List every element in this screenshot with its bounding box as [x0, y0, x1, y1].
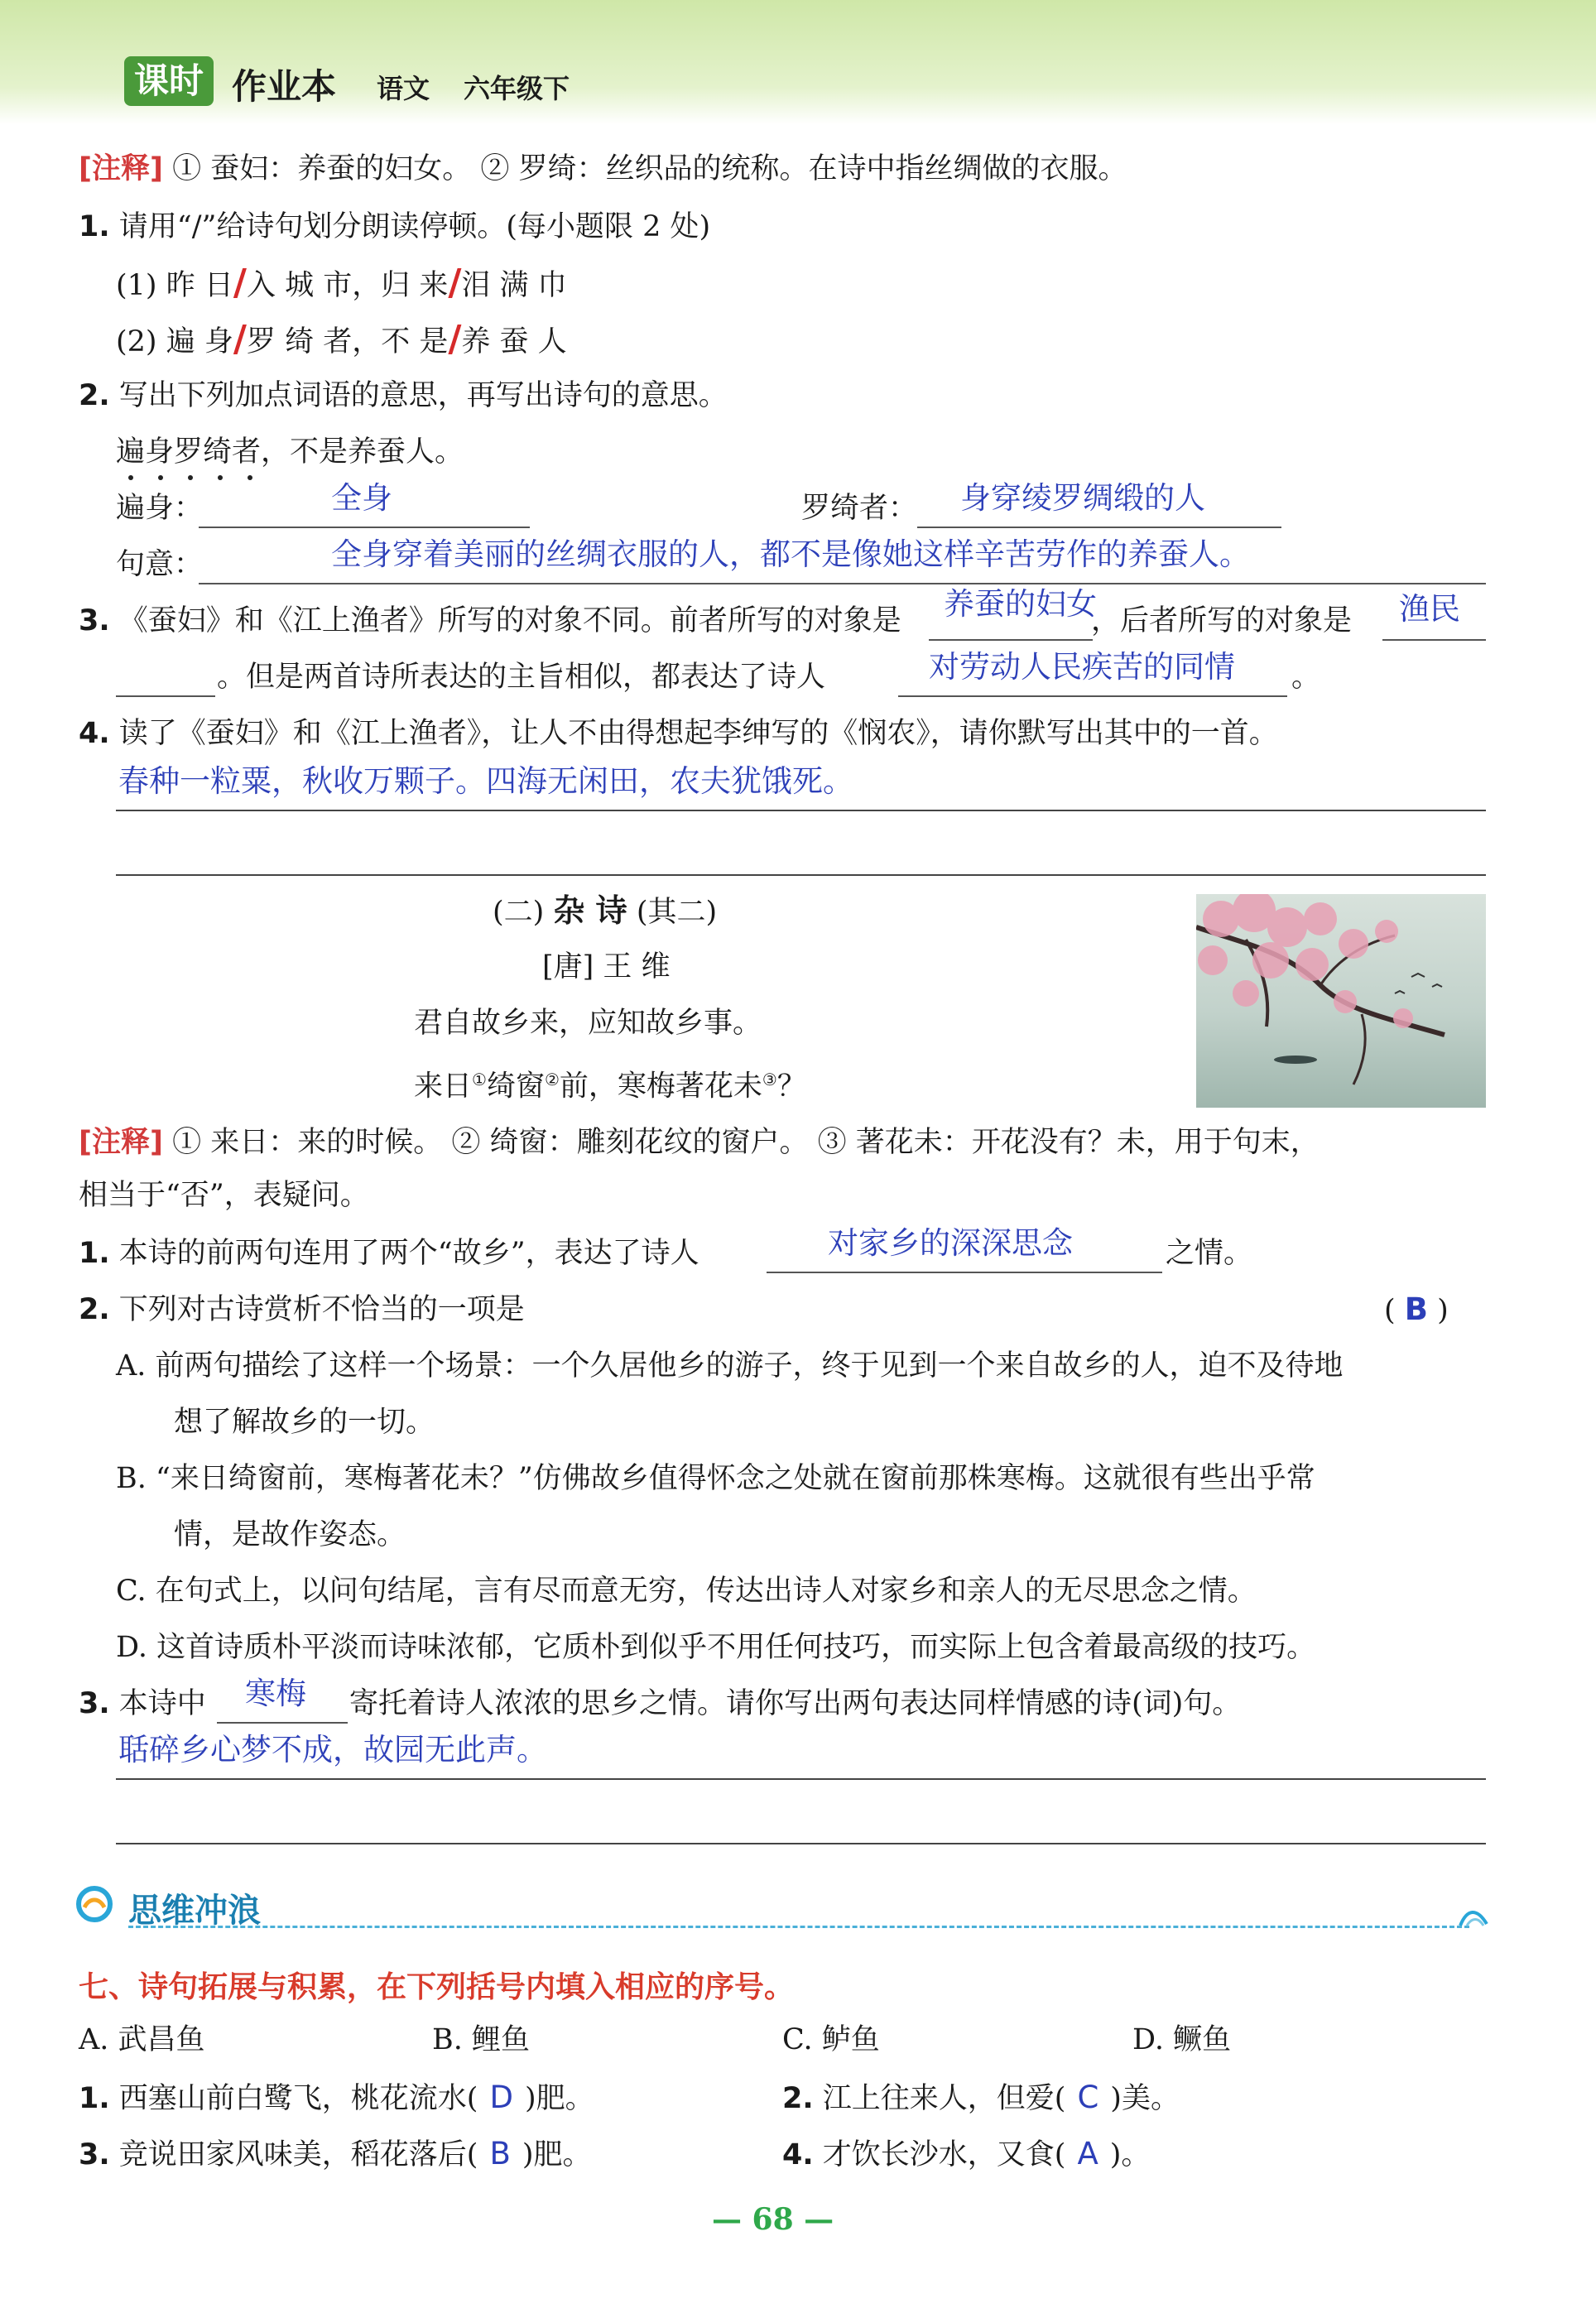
option-fish-b: B. 鲤鱼 — [432, 2023, 530, 2056]
p1-q4-prompt: 4. 读了《蚕妇》和《江上渔者》，让人不由得想起李绅写的《悯农》，请你默写出其中的一首。 — [79, 717, 1278, 750]
emphasis-dot — [188, 475, 193, 480]
book-title: 作业本 — [232, 66, 337, 107]
poem-verse-1: 君自故乡来，应知故乡事。 — [414, 1007, 762, 1040]
fill-item-2: 2. 江上往来人，但爱( C )美。 — [782, 2080, 1180, 2115]
answer-line — [199, 583, 1486, 584]
p1-q2-prompt: 2. 写出下列加点词语的意思，再写出诗句的意思。 — [79, 379, 728, 412]
label-luoqizhe: 罗绮者： — [801, 492, 918, 525]
section-title: 思维冲浪 — [128, 1892, 261, 1930]
note-tag-1: [注释] ① 蚕妇：养蚕的妇女。 ② 罗绮：丝织品的统称。在诗中指丝绸做的衣服。 — [79, 152, 1127, 185]
note-text-2: ① 来日：来的时候。 ② 绮窗：雕刻花纹的窗户。 ③ 著花未：开花没有？未，用于句末， — [172, 1126, 1320, 1159]
answer-line — [116, 874, 1486, 876]
p1-q3-mid: ，后者所写的对象是 — [1091, 604, 1353, 637]
p1-q3-line2: 。但是两首诗所表达的主旨相似，都表达了诗人 — [217, 661, 826, 694]
option-a-cont: 想了解故乡的一切。 — [174, 1406, 435, 1439]
brand-logo: 课时 — [124, 56, 214, 106]
answer-line — [217, 1722, 348, 1724]
poem-author: [唐] 王 维 — [542, 950, 671, 983]
pause-slash: / — [448, 318, 462, 360]
answer-choice: B — [1404, 1291, 1428, 1327]
answer-bianshen: 全身 — [331, 480, 392, 516]
answer-verse: 聒碎乡心梦不成，故园无此声。 — [118, 1732, 547, 1767]
emphasis-dot — [218, 475, 223, 480]
pause-slash: / — [448, 262, 462, 304]
fill-answer-4: A — [1077, 2136, 1098, 2171]
p1-q2-verse: 遍身罗绮者，不是养蚕人。 — [116, 435, 464, 469]
plum-branch-icon — [1196, 894, 1486, 1108]
answer-symbol: 寒梅 — [245, 1676, 306, 1711]
answer-line — [917, 527, 1281, 528]
answer-line — [1382, 639, 1486, 641]
option-c: C. 在句式上，以问句结尾，言有尽而意无穷，传达出诗人对家乡和亲人的无尽思念之情。 — [116, 1575, 1257, 1608]
answer-subject-a: 养蚕的妇女 — [944, 586, 1097, 622]
answer-line — [116, 1843, 1486, 1844]
extension-question: 七、诗句拓展与积累，在下列括号内填入相应的序号。 — [79, 1970, 795, 2004]
section-divider — [128, 1926, 1469, 1928]
fill-item-3: 3. 竞说田家风味美，稻花落后( B )肥。 — [79, 2136, 592, 2171]
subject-label: 语文 — [377, 73, 430, 104]
answer-line — [929, 639, 1093, 641]
answer-juyi: 全身穿着美丽的丝绸衣服的人，都不是像她这样辛苦劳作的养蚕人。 — [331, 536, 1250, 572]
answer-luoqizhe: 身穿绫罗绸缎的人 — [960, 480, 1205, 516]
answer-minnong: 春种一粒粟，秋收万颗子。四海无闲田，农夫犹饿死。 — [118, 763, 853, 799]
p2-q3-prompt: 3. 本诗中 — [79, 1687, 206, 1720]
poem-title: (二) 杂 诗 (其二) — [493, 892, 718, 929]
answer-line — [898, 695, 1287, 697]
fill-answer-2: C — [1077, 2080, 1099, 2115]
page-number: — 68 — — [712, 2202, 834, 2237]
answer-subject-b: 渔民 — [1399, 591, 1460, 627]
emphasis-dot — [158, 475, 163, 480]
note-text-2b: 相当于“否”，表疑问。 — [79, 1179, 369, 1212]
option-fish-a: A. 武昌鱼 — [79, 2023, 205, 2056]
grade-label: 六年级下 — [464, 73, 570, 104]
option-b-cont: 情，是故作姿态。 — [174, 1518, 406, 1551]
p1-q3-line1: 3. 《蚕妇》和《江上渔者》所写的对象不同。前者所写的对象是 — [79, 604, 901, 637]
option-a: A. 前两句描绘了这样一个场景：一个久居他乡的游子，终于见到一个来自故乡的人，迫不及待地 — [116, 1349, 1344, 1383]
option-fish-d: D. 鳜鱼 — [1132, 2023, 1232, 2056]
p1-q1-prompt: 1. 请用“/”给诗句划分朗读停顿。(每小题限 2 处) — [79, 210, 711, 243]
answer-line — [116, 1778, 1486, 1780]
note-text-1: ① 蚕妇：养蚕的妇女。 ② 罗绮：丝织品的统称。在诗中指丝绸做的衣服。 — [172, 152, 1127, 185]
p2-q3-prompt-cont: 寄托着诗人浓浓的思乡之情。请你写出两句表达同样情感的诗(词)句。 — [349, 1687, 1242, 1720]
answer-emotion: 对家乡的深深思念 — [828, 1225, 1073, 1261]
fill-item-4: 4. 才饮长沙水，又食( A )。 — [782, 2136, 1151, 2171]
emphasis-dot — [248, 475, 252, 480]
answer-line — [116, 695, 215, 697]
label-bianshen: 遍身： — [116, 492, 204, 525]
pause-slash: / — [233, 318, 247, 360]
note-tag-2: [注释] ① 来日：来的时候。 ② 绮窗：雕刻花纹的窗户。 ③ 著花未：开花没有？未，用于句末， — [79, 1126, 1320, 1159]
poem-verse-2: 来日①绮窗②前，寒梅著花未③？ — [414, 1070, 806, 1104]
pause-slash: / — [233, 262, 247, 304]
wave-logo-icon — [76, 1886, 113, 1922]
label-juyi: 句意： — [116, 548, 204, 581]
answer-line — [116, 810, 1486, 811]
option-d: D. 这首诗质朴平淡而诗味浓郁，它质朴到似乎不用任何技巧，而实际上包含着最高级的技巧。 — [116, 1631, 1316, 1664]
p2-q1-end: 之情。 — [1166, 1237, 1253, 1270]
emphasis-dot — [128, 475, 133, 480]
option-fish-c: C. 鲈鱼 — [782, 2023, 880, 2056]
answer-line — [199, 527, 530, 528]
p1-q1-line2: (2) 遍 身/罗 绮 者，不 是/养 蚕 人 — [116, 318, 567, 360]
fill-answer-1: D — [489, 2080, 513, 2115]
fill-item-1: 1. 西塞山前白鹭飞，桃花流水( D )肥。 — [79, 2080, 594, 2115]
p1-q1-line1: (1) 昨 日/入 城 市，归 来/泪 满 巾 — [116, 262, 567, 304]
p2-q2-prompt: 2. 下列对古诗赏析不恰当的一项是 — [79, 1293, 525, 1326]
p2-q1-prompt: 1. 本诗的前两句连用了两个“故乡”，表达了诗人 — [79, 1237, 699, 1270]
p1-q3-end: 。 — [1291, 661, 1321, 694]
p2-q2-bracket: ( B ) — [1384, 1291, 1449, 1327]
option-b: B. “来日绮窗前，寒梅著花未？”仿佛故乡值得怀念之处就在窗前那株寒梅。这就很有些出乎常 — [116, 1462, 1315, 1495]
fill-answer-3: B — [489, 2136, 511, 2171]
answer-theme: 对劳动人民疾苦的同情 — [929, 649, 1235, 685]
plum-blossom-illustration — [1196, 894, 1486, 1108]
wave-icon — [1459, 1904, 1488, 1929]
answer-line — [767, 1272, 1162, 1273]
